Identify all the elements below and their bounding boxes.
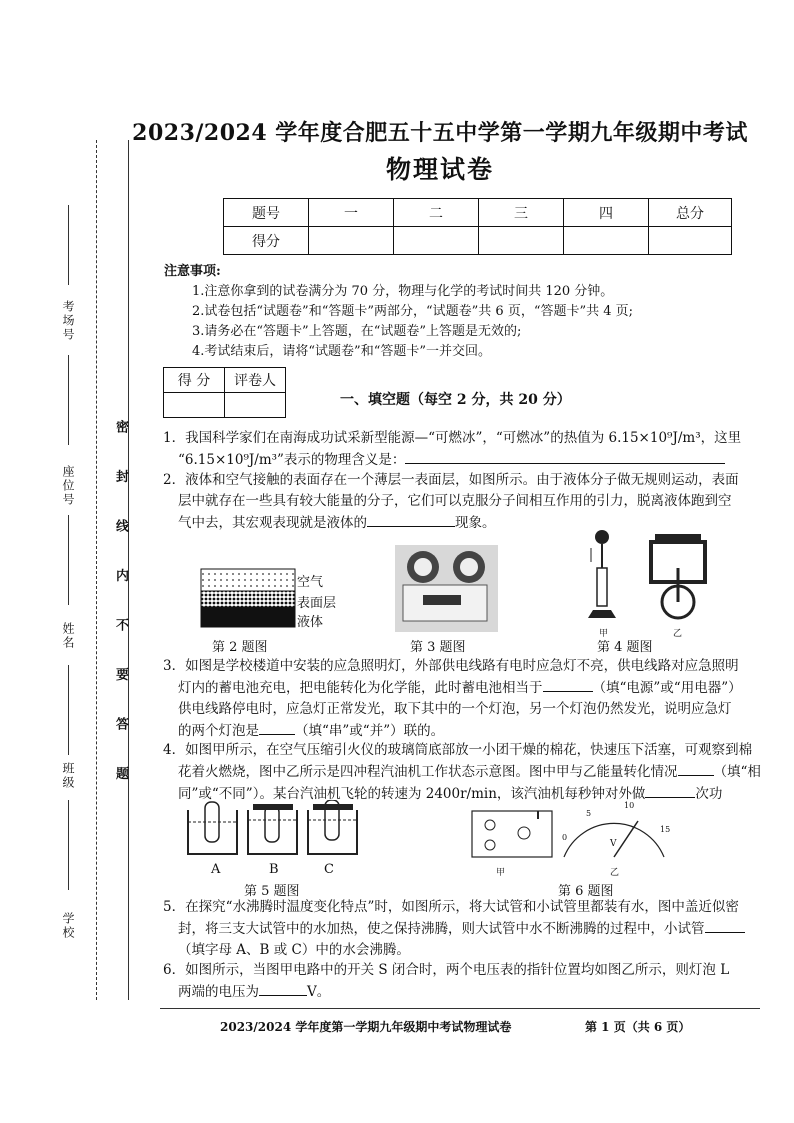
score-header-cell: 二 [394,199,479,227]
fig6-label-yi: 乙 [610,868,620,878]
fig2-label-air: 空气 [297,575,324,590]
fig4-label-yi: 乙 [673,629,683,639]
fig2-caption: 第 2 题图 [212,640,268,655]
name-label: 姓名 [61,622,75,650]
fig5-label-a: A [211,862,221,877]
answer-blank[interactable] [405,449,725,464]
question-text: 同”或“不同”）。某台汽油机飞轮的转速为 2400r/min，该汽油机每秒钟对外做 [178,786,646,802]
seal-dashed-line [96,140,97,1000]
surface-layer-diagram [200,565,300,631]
notes-item: 2.试卷包括“试题卷”和“答题卡”两部分，“试题卷”共 6 页，“答题卡”共 4 页; [192,304,634,319]
answer-blank[interactable] [367,512,455,527]
seal-text: 密 封 线 内 不 要 答 题 [113,420,128,796]
score-cell[interactable] [564,227,649,255]
question-text: 5．在探究“水沸腾时温度变化特点”时，如图所示，将大试管和小试管里都装有水，图中盖近似密 [163,899,739,915]
question-text: 层中就存在一些具有较大能量的分子，它们可以克服分子间相互作用的引力，脱离液体跑到空 [178,493,732,509]
fig2-label-surface: 表面层 [297,596,337,611]
exam-title: 2023/2024 学年度合肥五十五中学第一学期九年级期中考试 [132,120,748,146]
answer-blank[interactable] [678,761,714,776]
fig6-scale-10: 10 [624,801,635,810]
fig6-label-jia: 甲 [496,868,506,878]
test-tubes-diagram [185,800,365,862]
compression-and-engine-diagram [585,528,735,628]
question-text: （填“相 [713,764,761,780]
score-cell[interactable] [649,227,732,255]
question-text: 现象。 [455,515,496,531]
question-text: 花着火燃烧，图中乙所示是四冲程汽油机工作状态示意图。图中甲与乙能量转化情况 [178,764,678,780]
score-header-cell: 三 [479,199,564,227]
score-header-cell: 总分 [649,199,732,227]
answer-blank[interactable] [543,677,593,692]
footer-title: 2023/2024 学年度第一学期九年级期中考试物理试卷 [220,1020,512,1034]
score-table [223,198,732,255]
figure-3-photo [395,545,498,632]
notes-heading: 注意事项: [164,264,221,279]
circuit-and-voltmeter-diagram [468,805,678,867]
question-text: 4．如图甲所示，在空气压缩引火仪的玻璃筒底部放一小团干燥的棉花，快速压下活塞，可观察到棉 [163,742,753,758]
fig6-scale-5: 5 [586,809,592,818]
score-cell[interactable] [479,227,564,255]
answer-blank[interactable] [645,783,695,798]
grader-name-cell[interactable] [225,393,286,418]
question-text: V。 [307,984,331,1000]
answer-blank[interactable] [259,720,295,735]
page-number: 第 1 页（共 6 页） [585,1020,691,1034]
fig6-unit: V [610,839,617,849]
fig6-scale-0: 0 [562,833,568,842]
question-text: 次功 [695,786,723,802]
fig3-caption: 第 3 题图 [410,640,466,655]
figure-2 [200,565,350,635]
answer-blank[interactable] [705,918,745,933]
school-label: 学校 [61,912,75,940]
question-6 [163,960,778,1003]
figure-6 [468,801,678,879]
name-class-line [68,665,69,755]
fig4-caption: 第 4 题图 [597,640,653,655]
question-text: （填字母 A、B 或 C）中的水会沸腾。 [178,942,410,958]
fig2-label-liquid: 液体 [297,615,324,630]
grader-score-cell[interactable] [164,393,225,418]
class-school-line [68,800,69,890]
question-text: （填“电源”或“用电器”） [592,680,742,696]
question-text: 气中去，其宏观表现就是液体的 [178,515,367,531]
seat-no-label: 座位号 [61,465,75,507]
score-cell[interactable] [394,227,479,255]
score-header-cell: 题号 [224,199,309,227]
fig5-label-b: B [269,862,279,877]
question-5 [163,897,778,961]
grader-table [163,367,286,418]
exam-seat-line [68,355,69,445]
notes [164,262,633,362]
answer-blank[interactable] [259,981,307,996]
fig4-label-jia: 甲 [599,629,609,639]
score-cell[interactable] [309,227,394,255]
question-text: （填“串”或“并”）联的。 [295,723,445,739]
question-2 [163,470,778,534]
notes-item: 3.请务必在“答题卡”上答题，在“试题卷”上答题是无效的; [192,324,522,339]
score-header-cell: 四 [564,199,649,227]
section-heading: 一、填空题（每空 2 分，共 20 分） [340,392,571,408]
question-text: 灯内的蓄电池充电，把电能转化为化学能，此时蓄电池相当于 [178,680,543,696]
question-text: 2．液体和空气接触的表面存在一个薄层一表面层，如图所示。由于液体分子做无规则运动，表面 [163,472,739,488]
question-1 [163,428,778,471]
class-label: 班级 [61,762,75,790]
fig6-scale-15: 15 [660,825,671,834]
notes-item: 1.注意你拿到的试卷满分为 70 分，物理与化学的考试时间共 120 分钟。 [192,284,614,299]
fig5-label-c: C [324,862,334,877]
question-text: “6.15×10⁹J/m³”表示的物理含义是： [178,452,406,468]
exam-no-label: 考场号 [61,300,75,342]
question-text: 的两个灯泡是 [178,723,259,739]
question-text: 封，将三支大试管中的水加热，使之保持沸腾，则大试管中水不断沸腾的过程中，小试管 [178,921,705,937]
question-text: 两端的电压为 [178,984,259,1000]
score-header-cell: 一 [309,199,394,227]
fig6-caption: 第 6 题图 [558,884,614,899]
score-row-label: 得分 [224,227,309,255]
seat-name-line [68,515,69,605]
question-3 [163,656,778,742]
question-text: 1．我国科学家们在南海成功试采新型能源—“可燃冰”，“可燃冰”的热值为 6.15×10⁹J/m³，这里 [163,430,742,446]
footer-rule [160,1008,760,1009]
figure-5 [185,800,365,880]
question-text: 供电线路停电时，应急灯正常发光，取下其中的一个灯泡，另一个灯泡仍然发光，说明应急灯 [178,701,732,717]
question-text: 3．如图是学校楼道中安装的应急照明灯，外部供电线路有电时应急灯不亮，供电线路对应急照明 [163,658,739,674]
fig5-caption: 第 5 题图 [244,884,300,899]
exam-no-line [68,205,69,285]
question-4 [163,740,778,805]
question-text: 6．如图所示，当图甲电路中的开关 S 闭合时，两个电压表的指针位置均如图乙所示，则灯泡 L [163,962,730,978]
exam-subtitle: 物理试卷 [385,155,494,184]
notes-item: 4.考试结束后，请将“试题卷”和“答题卡”一并交回。 [192,344,491,359]
grader-score-label: 得 分 [164,368,225,393]
grader-name-label: 评卷人 [225,368,286,393]
figure-4 [585,528,735,643]
